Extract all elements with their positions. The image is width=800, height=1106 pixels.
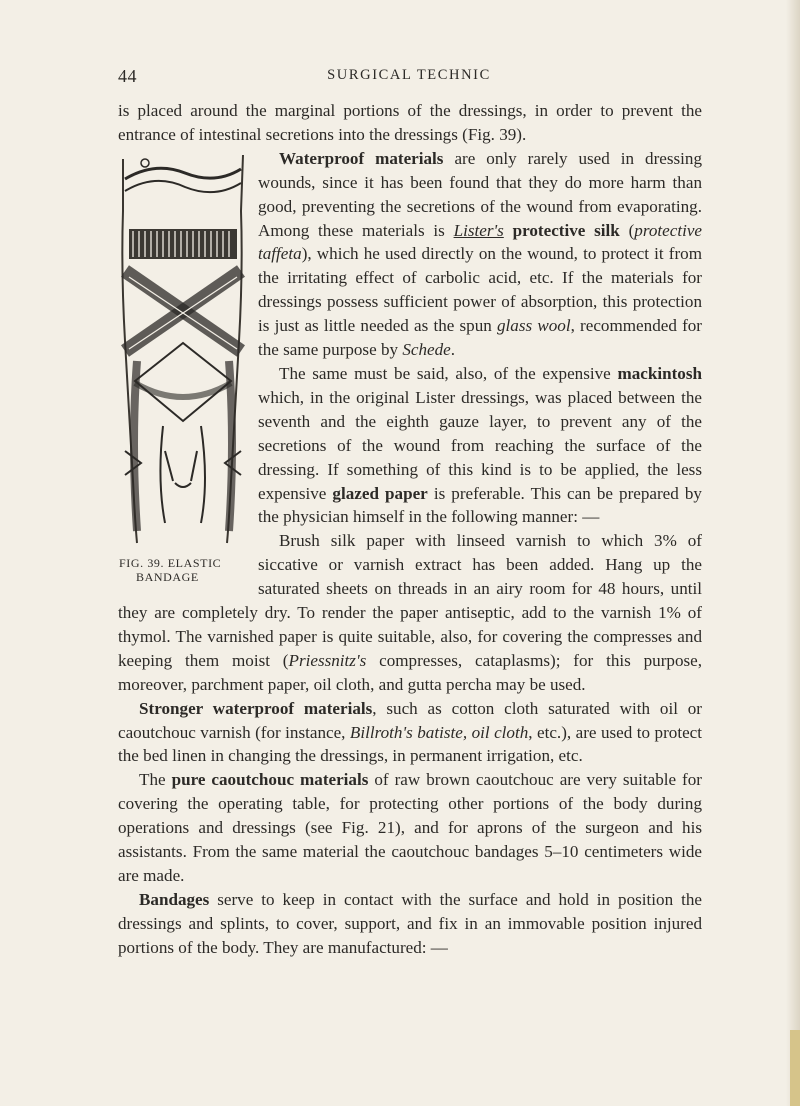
text-run: , etc.), are used to protect the bed linen in changing the dressings, in permanent irrigation, etc. [118, 722, 702, 766]
caption-line-2: BANDAGE [136, 569, 199, 584]
text-run: Brush silk paper with linseed varnish to which 3% of siccative or varnish extract has been added. Hang up the saturated sheets on threads in an airy room for 48 hours, until they are completely dry. To render the paper antiseptic, add to the varnish 1% of thymol. The varnished paper is quite suitable, also, for covering the compresses and keeping them moist ( [118, 531, 702, 670]
text-run: ( [619, 220, 635, 240]
text-run: ), which he used directly on the wound, to protect it from the irritating effect of carbolic acid, etc. If the materials for dressings possess sufficient power of absorption, this protection is just as little needed as the spun [258, 244, 702, 336]
text-run [504, 221, 513, 240]
term-mackintosh: mackintosh [617, 363, 702, 383]
text-run: serve to keep in contact with the surface and hold in position the dressings and splints, to cover, support, and fix in an immovable position injured portions of the body. They are manufactured: — [118, 889, 702, 957]
running-title: SURGICAL TECHNIC [327, 67, 491, 83]
text-run: of raw brown caoutchouc are very suitable for covering the operating table, for protecting other portions of the body during operations and dressings (see Fig. 21), and for aprons of the surgeon and his assistants. From the same material the caoutchouc bandages 5–10 centimeters wide are made. [118, 770, 702, 885]
text-run: The same must be said, also, of the expensive [279, 363, 618, 383]
page-edge-tab [790, 1030, 800, 1106]
figure-caption [119, 556, 249, 584]
running-head [118, 66, 700, 90]
body-text [118, 99, 702, 960]
text-run: , such as cotton cloth saturated with oil or caoutchouc varnish (for instance, [118, 698, 703, 742]
text-run: are only rarely used in dressing wounds, since it has been found that they do more harm than good, preventing the secretions of the wound from evaporating. Among these materials is [258, 148, 703, 240]
elastic-bandage-illustration [115, 151, 252, 551]
term-glazed-paper: glazed paper [332, 483, 428, 503]
text-run: , recommended for the same purpose by [258, 316, 702, 360]
text-run: compresses, cataplasms); for this purpose, moreover, parchment paper, oil cloth, and gutta percha may be used. [118, 650, 703, 694]
caption-line-1: FIG. 39. ELASTIC [119, 555, 222, 570]
page-number: 44 [118, 66, 137, 86]
term-stronger-waterproof: Stronger waterproof materials [139, 698, 373, 718]
text-run: is preferable. This can be prepared by the physician himself in the following manner: — [258, 483, 702, 527]
term-bandages: Bandages [139, 889, 210, 909]
term-glass-wool: glass wool [497, 316, 571, 336]
text-run: . [450, 340, 455, 360]
term-pure-caoutchouc: pure caoutchouc materials [171, 770, 369, 790]
term-protective-taffeta: protective taffeta [258, 220, 702, 264]
paragraph-1: is placed around the marginal portions of the dressings, in order to prevent the entrance of intestinal secretions into the dressings (Fig. 39). [118, 101, 702, 144]
name-lister: Lister's [453, 220, 504, 240]
term-protective-silk: protective silk [512, 220, 620, 240]
paragraph-5 [118, 697, 702, 769]
figure-elastic-bandage [115, 151, 252, 593]
text-run: which, in the original Lister dressings, was placed between the seventh and the eighth gauze layer, to prevent any of the secretions of the wound from reaching the surface of the dressing. If something of this kind is to be applied, the less expensive [258, 387, 702, 503]
term-billroth-batiste: Billroth's batiste, oil cloth [349, 722, 529, 742]
term-waterproof-materials: Waterproof materials [279, 148, 444, 168]
page-edge-shadow [786, 0, 800, 1106]
name-schede: Schede [402, 340, 451, 360]
text-run: The [139, 770, 172, 790]
paragraph-6 [118, 768, 702, 888]
paragraph-7 [118, 888, 702, 960]
name-priessnitz: Priessnitz's [288, 650, 367, 670]
